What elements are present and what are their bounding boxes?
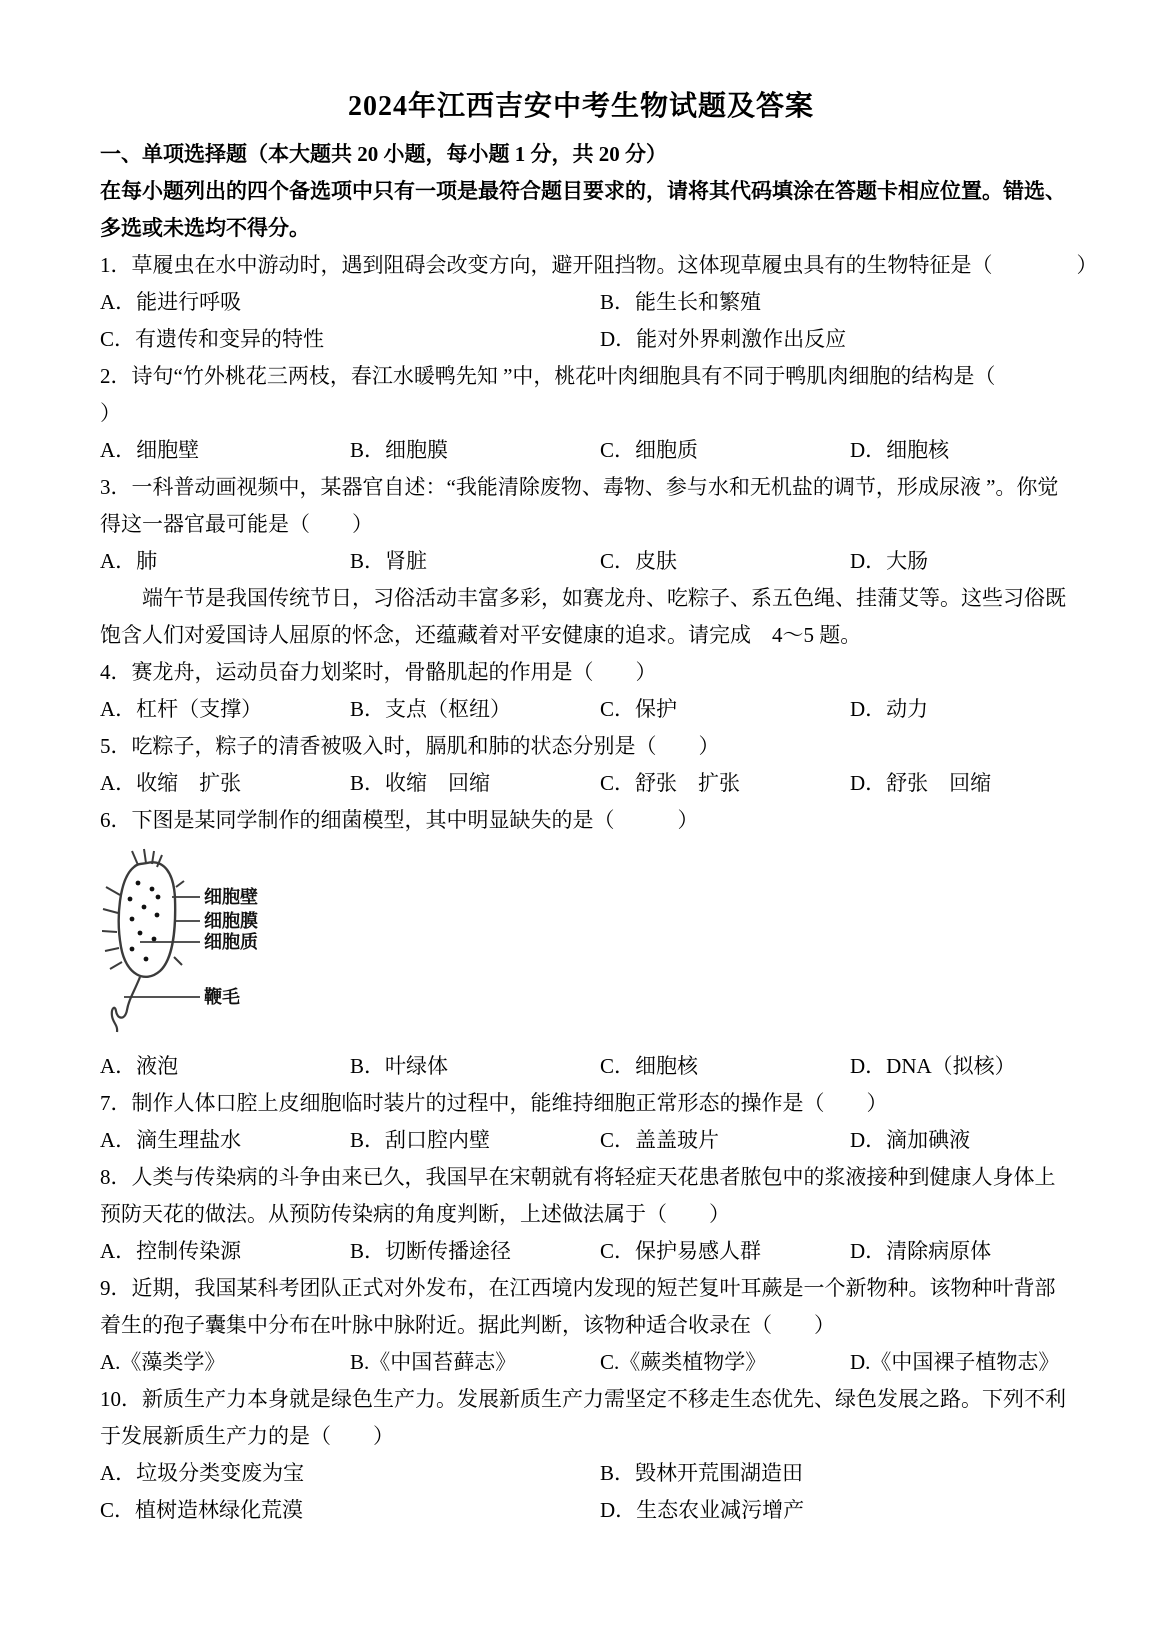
- question-7-options-row: [100, 1122, 1062, 1159]
- question-9-option-a: A.《藻类学》: [100, 1350, 226, 1374]
- question-8-text-line-2: 预防天花的做法。从预防传染病的角度判断，上述做法属于（ ）: [100, 1202, 730, 1226]
- question-2-option-b: B．细胞膜: [350, 438, 449, 462]
- question-9-option-d: D.《中国裸子植物志》: [850, 1350, 1060, 1374]
- question-3-option-a: A．肺: [100, 549, 158, 573]
- question-9-option-b: B.《中国苔藓志》: [350, 1350, 517, 1374]
- bacterium-model-diagram: [102, 847, 352, 1042]
- question-1-options-row-1: [100, 284, 1062, 321]
- question-9-option-c: C.《蕨类植物学》: [600, 1350, 767, 1374]
- question-8-option-c: C．保护易感人群: [600, 1239, 762, 1263]
- question-3-text-line-1: 3．一科普动画视频中，某器官自述：“我能清除废物、毒物、参与水和无机盐的调节，形成尿液 ”。你觉: [100, 475, 1059, 499]
- question-9-text-line-2: 着生的孢子囊集中分布在叶脉中脉附近。据此判断，该物种适合收录在（ ）: [100, 1313, 835, 1337]
- label-pointer-lines: [124, 897, 200, 997]
- question-7-option-c: C．盖盖玻片: [600, 1128, 720, 1152]
- question-5-option-d: D．舒张 回缩: [850, 771, 992, 795]
- question-9-text-line-1: 9．近期，我国某科考团队正式对外发布，在江西境内发现的短芒复叶耳蕨是一个新物种。该物种叶背部: [100, 1276, 1056, 1300]
- question-6-option-b: B．叶绿体: [350, 1054, 449, 1078]
- question-9-options-row: [100, 1344, 1062, 1381]
- question-3-text-line-2: 得这一器官最可能是（ ）: [100, 512, 373, 536]
- question-3-option-d: D．大肠: [850, 549, 929, 573]
- question-6-text: 6．下图是某同学制作的细菌模型，其中明显缺失的是（ ）: [100, 808, 699, 832]
- question-7-option-a: A．滴生理盐水: [100, 1128, 242, 1152]
- question-4-text: 4．赛龙舟，运动员奋力划桨时，骨骼肌起的作用是（ ）: [100, 660, 657, 684]
- question-2-option-c: C．细胞质: [600, 438, 699, 462]
- question-7-option-d: D．滴加碘液: [850, 1128, 971, 1152]
- question-10-option-b: B．毁林开荒围湖造田: [600, 1461, 804, 1485]
- question-5-options-row: [100, 765, 1062, 802]
- figure-label-flagellum: 鞭毛: [204, 987, 240, 1007]
- question-2-options-row: [100, 432, 1062, 469]
- question-10-options-row-1: [100, 1455, 1062, 1492]
- question-2-option-d: D．细胞核: [850, 438, 950, 462]
- question-10-option-a: A．垃圾分类变废为宝: [100, 1461, 305, 1485]
- question-1-option-a: A．能进行呼吸: [100, 290, 242, 314]
- question-10-text-line-1: 10．新质生产力本身就是绿色生产力。发展新质生产力需坚定不移走生态优先、绿色发展之路。下列不利: [100, 1387, 1066, 1411]
- question-1-option-c: C．有遗传和变异的特性: [100, 327, 325, 351]
- question-4-options-row: [100, 691, 1062, 728]
- question-1-option-b: B．能生长和繁殖: [600, 290, 762, 314]
- question-6-options-row: [100, 1048, 1062, 1085]
- page-title: 2024年江西吉安中考生物试题及答案: [347, 91, 814, 122]
- question-1-text: 1．草履虫在水中游动时，遇到阻碍会改变方向，避开阻挡物。这体现草履虫具有的生物特征是（ ）: [100, 253, 1098, 277]
- question-8-options-row: [100, 1233, 1062, 1270]
- question-3-options-row: [100, 543, 1062, 580]
- question-5-text: 5．吃粽子，粽子的清香被吸入时，膈肌和肺的状态分别是（ ）: [100, 734, 720, 758]
- passage-4-5-line-2: 饱含人们对爱国诗人屈原的怀念，还蕴藏着对平安健康的追求。请完成 4～5 题。: [100, 623, 862, 647]
- section-heading: 一、单项选择题（本大题共 20 小题，每小题 1 分，共 20 分）: [100, 142, 667, 166]
- question-10-options-row-2: [100, 1492, 1062, 1529]
- question-6-option-a: A．液泡: [100, 1054, 179, 1078]
- question-1-option-d: D．能对外界刺激作出反应: [600, 327, 847, 351]
- question-8-text-line-1: 8．人类与传染病的斗争由来已久，我国早在宋朝就有将轻症天花患者脓包中的浆液接种到健康人身体上: [100, 1165, 1056, 1189]
- question-4-option-b: B．支点（枢纽）: [350, 697, 512, 721]
- question-8-option-b: B．切断传播途径: [350, 1239, 512, 1263]
- question-8-option-a: A．控制传染源: [100, 1239, 242, 1263]
- question-1-options-row-2: [100, 321, 1062, 358]
- flagellum-path: [112, 977, 140, 1032]
- question-3-option-b: B．肾脏: [350, 549, 428, 573]
- passage-4-5-line-1: 端午节是我国传统节日，习俗活动丰富多彩，如赛龙舟、吃粽子、系五色绳、挂蒲艾等。这些习俗既: [100, 586, 1066, 610]
- question-10-text-line-2: 于发展新质生产力的是（ ）: [100, 1424, 394, 1448]
- question-4-option-a: A．杠杆（支撑）: [100, 697, 263, 721]
- question-10-option-c: C．植树造林绿化荒漠: [100, 1498, 304, 1522]
- bacterium-figure: [102, 847, 1062, 1046]
- instructions-line-1: 在每小题列出的四个备选项中只有一项是最符合题目要求的，请将其代码填涂在答题卡相应位置。错选、: [100, 179, 1066, 203]
- instructions-line-2: 多选或未选均不得分。: [100, 216, 310, 240]
- figure-label-cell-membrane: 细胞膜: [204, 911, 258, 931]
- question-5-option-b: B．收缩 回缩: [350, 771, 491, 795]
- figure-label-cell-wall: 细胞壁: [204, 887, 258, 907]
- question-7-text: 7．制作人体口腔上皮细胞临时装片的过程中，能维持细胞正常形态的操作是（ ）: [100, 1091, 888, 1115]
- question-6-option-c: C．细胞核: [600, 1054, 699, 1078]
- figure-label-cytoplasm: 细胞质: [204, 932, 258, 952]
- question-4-option-c: C．保护: [600, 697, 678, 721]
- question-8-option-d: D．清除病原体: [850, 1239, 992, 1263]
- question-7-option-b: B．刮口腔内壁: [350, 1128, 491, 1152]
- question-2-option-a: A．细胞壁: [100, 438, 200, 462]
- question-6-option-d: D．DNA（拟核）: [850, 1054, 1016, 1078]
- question-10-option-d: D．生态农业减污增产: [600, 1498, 805, 1522]
- question-2-text-line-1: 2．诗句“竹外桃花三两枝，春江水暖鸭先知 ”中，桃花叶肉细胞具有不同于鸭肌肉细胞的结构是（: [100, 364, 996, 388]
- question-2-text-line-2: ）: [100, 401, 121, 425]
- question-5-option-a: A．收缩 扩张: [100, 771, 242, 795]
- cytoplasm-dots: [128, 881, 161, 962]
- question-3-option-c: C．皮肤: [600, 549, 678, 573]
- question-5-option-c: C．舒张 扩张: [600, 771, 741, 795]
- question-4-option-d: D．动力: [850, 697, 929, 721]
